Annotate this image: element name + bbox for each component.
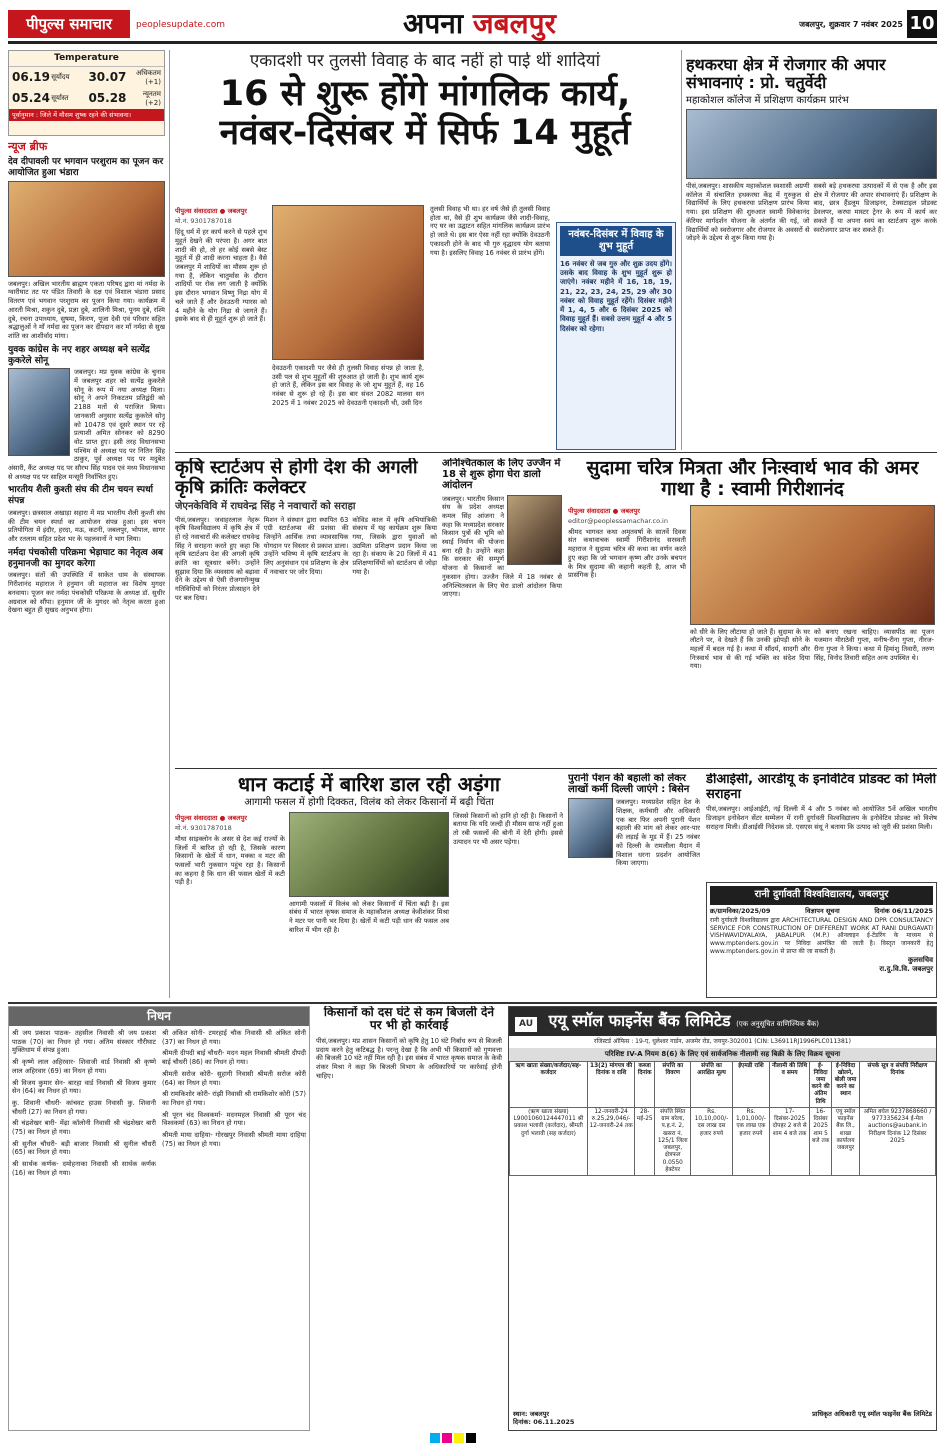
max-label: अधिकतम (+1) xyxy=(135,69,161,86)
paddy-text: जिससे किसानों को हानि हो रही है। किसानों ने बताया कि यदि जल्दी ही मौसम साफ नहीं हुआ तो रबी फसलों की बोनी में देरी होगी। इससे उत्पादन पर भी असर पड़ेगा। xyxy=(453,811,563,846)
auction-header-cell: संपत्ति का आरक्षित मूल्य xyxy=(691,1061,732,1107)
auction-row xyxy=(510,1107,936,1175)
portrait-photo xyxy=(8,368,70,456)
auction-cell: 28-मई-25 xyxy=(635,1107,655,1175)
auction-header-cell: संपत्ति का विवरण xyxy=(655,1061,691,1107)
paddy-text: मौथा साइक्लोन के असर से देश कई राज्यों के जिलों में बारिश हो रही है, जिसके कारण किसानों के खेतों में धान, मक्का व मटर की फसलों भारी नुकसान पहुंच रहा है। किसानों का कहना है कि धान की फसल खेतों में कटी पड़ी है। xyxy=(175,834,285,887)
min-temp: 05.28 xyxy=(88,91,127,106)
weather-forecast: पूर्वानुमान : जिले में मौसम शुष्क रहने की संभावना। xyxy=(9,109,164,121)
auction-header-cell: ईएमडी राशि xyxy=(732,1061,770,1107)
lead-col-1 xyxy=(175,205,267,450)
protest-text: जबलपुर। भारतीय किसान संघ के प्रदेश अध्यक्ष कमल सिंह आंजना ने कहा कि मध्यप्रदेश सरकार किसान पुत्रों की भूमि को स्थाई निर्माण की योजना बना रही है। उन्होंने कहा कि सरकार की सम्पूर्ण योजना से किसानों का नुकसान होगा। उज्जैन जिले में 18 नवंबर से अनिश्चितकाल के लिए घेरा डालो आंदोलन किया जाएगा। xyxy=(442,494,562,599)
portrait-photo xyxy=(507,495,562,565)
auction-header-cell: कब्जा दिनांक xyxy=(635,1061,655,1107)
sudama-headline[interactable]: सुदामा चरित्र मित्रता और निःस्वार्थ भाव की अमर गाथा है : स्वामी गिरीशानंद xyxy=(586,458,919,501)
agri-story xyxy=(175,458,437,764)
handloom-headline[interactable]: हथकरघा क्षेत्र में रोजगार की अपार संभावनाएं : प्रो. चतुर्वेदी xyxy=(686,56,886,92)
row-divider xyxy=(8,1002,937,1004)
wedding-box-title: नवंबर-दिसंबर में विवाह के शुभ मुहूर्त xyxy=(560,226,672,256)
obituary-entry: श्री चंद्रशेखर बारी- मेंढ़ा कॉलोनी निवासी श्री चंद्रशेखर बारी (75) का निधन हो गया। xyxy=(12,1119,156,1137)
obituary-col-1 xyxy=(12,1029,156,1181)
portrait-photo xyxy=(568,798,613,858)
bank-ad xyxy=(508,1006,937,1431)
sudama-story xyxy=(568,458,937,764)
brief-headline[interactable]: देव दीपावली पर भगवान परशुराम का पूजन कर आयोजित हुआ भंडारा xyxy=(8,157,164,178)
wedding-dates-box xyxy=(556,222,676,450)
lead-text: तुलसी विवाह भी था। हर वर्ष जैसे ही तुलसी विवाह होता था, वैसे ही शुभ कार्यक्रम जैसे शादी-विवाह, नए घर का उद्घाटन सहित मांगलिक कार्यक्रम प्रारंभ हो जाते थे। इस बार ऐसा नहीं रहा क्योंकि देवउठनी एकादशी होने के बाद भी गुरु वृद्धादय योग बताया गया है। इसलिए विवाह 16 नवंबर से प्रारंभ होंगे। xyxy=(430,205,550,257)
lead-headline-2[interactable]: नवंबर-दिसंबर में सिर्फ 14 मुहूर्त xyxy=(219,113,631,154)
diic-text: पीसं,जबलपुर। आईआईटी, नई दिल्ली में 4 और 5 नवंबर को आयोजित 5वें अखिल भारतीय डिजाइन इनोवेशन सेंटर सम्मेलन में रानी दुर्गावती विश्वविद्यालय के इनोवेटिव प्रोडक्ट को विशेष सराहना मिली। डीआईसी निदेशक प्रो. एसएस संधू ने बताया कि उत्पाद को जूरी की प्रशंसा मिली। xyxy=(706,805,937,831)
obituary-entry: श्री अंकित सोनी- टमरहाई चौक निवासी श्री अंकित सोनी (37) का निधन हो गया। xyxy=(162,1029,306,1046)
wedding-photo xyxy=(272,205,424,360)
farmers-headline[interactable]: किसानों को दस घंटे से कम बिजली देने पर भी हो कार्रवाई xyxy=(323,1006,495,1033)
bank-title: एयू स्मॉल फाइनेंस बैंक लिमिटेड xyxy=(548,1011,731,1030)
agri-text: कोविड काल में कृषि अभियांत्रिकी संकाय में यह कार्यक्रम शुरू किया गया, जिसके द्वारा युवाओं को उद्यमिता प्रशिक्षण प्रदान किया जा रहा है। संकाय के 20 जिलों में 41 प्रशिक्षणार्थियों को स्टार्टअप से जोड़ा गया है। xyxy=(352,515,437,576)
rdvv-ref: क्र/ग्रामविका/2025/09 xyxy=(710,906,771,915)
obituary-entry: श्री जय प्रकाश पाठक- तहसील निवासी श्री जय प्रकाश पाठक (70) का निधन हो गया। अंतिम संस्कार गौरीघाट मुक्तिधाम में संपन्न हुआ। xyxy=(12,1029,156,1055)
sunset-row xyxy=(9,88,164,109)
website-url[interactable]: peoplesupdate.com xyxy=(136,20,225,30)
wedding-box-text: 16 नवंबर से जब गुरु और शुक्र उदय होंगे। उसके बाद विवाह के शुभ मुहूर्त शुरू हो जाएंगे। नवंबर महीने में 16, 18, 19, 21, 22, 23, 24, 25, 29 और 30 नवंबर को विवाह मुहूर्त रहेंगे। दिसंबर महीने में 1, 4, 5 और 6 दिसंबर 2025 को विवाह मुहूर्त हैं। सबसे उत्तम मुहूर्त 4 और 5 दिसंबर को रहेगा। xyxy=(560,260,672,333)
sunset-label: सूर्यास्त xyxy=(51,94,69,103)
temperature-box xyxy=(8,50,165,136)
auction-cell: 16-दिसंबर 2025 शाम 5 बजे तक xyxy=(810,1107,832,1175)
paddy-photo xyxy=(289,812,449,897)
registration-mark xyxy=(430,1433,440,1443)
max-temp: 30.07 xyxy=(88,70,127,85)
auction-header-cell: ई-निविदा खोलने, बोली जमा करने का स्थान xyxy=(832,1061,860,1107)
brief-text: जबलपुर। संतों की उपस्थिति में साकेत धाम के संस्थापक गिरीशानंद महाराज ने हनुमान जी महाराज का विशेष मुगदर बनवाया। पूजन कर नर्मदा पंचकोसी परिक्रमा के अध्यक्ष डॉ. सुधीर अग्रवाल को सौंपा। हनुमान जी के मुगदर को नेतृत्व करता हुआ देखना बहुत ही सुखद अनुभव होगा। xyxy=(8,571,165,615)
auction-table xyxy=(509,1061,936,1177)
rdvv-date: दिनांक 06/11/2025 xyxy=(874,906,933,915)
bank-subtitle: (एक अनुसूचित वाणिज्यिक बैंक) xyxy=(736,1020,819,1028)
protest-headline[interactable]: अनिश्चितकाल के लिए उज्जैन में 18 से शुरू होगा घेरा डालो आंदोलन xyxy=(442,458,561,492)
dateline: जबलपुर, शुक्रवार 7 नवंबर 2025 xyxy=(799,20,903,29)
diic-headline[interactable]: डीआईसी, आरडीयू के इनोवेटिव प्रोडक्ट को मिली सराहना xyxy=(706,773,937,802)
bank-footer-sign: प्राधिकृत अधिकारी एयू स्मॉल फाइनेंस बैंक लिमिटेड xyxy=(812,1409,932,1418)
temperature-title: Temperature xyxy=(9,51,164,67)
bank-notice-title: परिशिष्ट IV-A नियम 8(6) के लिए एवं सार्वजनिक नीलामी सह बिक्री के लिए विक्रय सूचना xyxy=(509,1048,936,1061)
obituary-entry: श्री रामकिशोर कोरी- रांझी निवासी श्री रामकिशोर कोरी (57) का निधन हो गया। xyxy=(162,1090,306,1107)
brief-text: जबलपुर। छत्रसाल अखाड़ा सहारा में मप्र भारतीय शैली कुश्ती संघ की टीम चयन स्पर्धा का आयोजन संपन्न हुआ। इस चयन प्रतियोगिता में इंदौर, हरदा, मऊ, कटनी, जबलपुर, भोपाल, सागर और रतलाम सहित प्रदेश भर के पहलवानों ने भाग लिया। xyxy=(8,509,165,544)
obituary-entry: श्री सार्थक कर्णक- दमोहनाका निवासी श्री सार्थक कर्णक (16) का निधन हो गया। xyxy=(12,1160,156,1177)
obituary-entry: श्रीमती माया दाहिया- गोरखपुर निवासी श्रीमती माया दाहिया (75) का निधन हो गया। xyxy=(162,1131,306,1148)
brief-headline[interactable]: नर्मदा पंचकोसी परिक्रमा भेड़ाघाट का नेतृत्व अब हनुमानजी का मुगदर करेगा xyxy=(8,547,163,569)
section-title-a: अपना xyxy=(403,7,464,40)
min-label: न्यूनतम (+2) xyxy=(142,90,161,107)
auction-header-cell: संपर्क सूत्र व संपत्ति निरीक्षण दिनांक xyxy=(859,1061,935,1107)
auction-cell: Rs. 10,10,000/- दस लाख दस हजार रुपये xyxy=(691,1107,732,1175)
lead-col-3 xyxy=(430,205,550,450)
handloom-subhead: महाकोशल कॉलेज में प्रशिक्षण कार्यक्रम प्रारंभ xyxy=(686,94,849,106)
obituary-entry: श्री कृष्णे लाल अहिरवार- शिवाजी वार्ड निवासी श्री कृष्णे लाल अहिरवार (69) का निधन हो गया। xyxy=(12,1058,156,1075)
obituary-entry: कु. शिवानी चौधरी- कांचवट हाउस निवासी कु. शिवानी चौधरी (27) का निधन हो गया। xyxy=(12,1098,156,1116)
auction-header-cell: नीलामी की तिथि व समय xyxy=(770,1061,810,1107)
paddy-mobile: मो.नं. 9301787018 xyxy=(175,823,232,832)
auction-cell: अमित बघेल 9237868660 / 9773356234 ई-मेल auctions@aubank.in निरीक्षण दिनांक 12 दिसंबर 2025 xyxy=(859,1107,935,1175)
brief-text: जबलपुर। अखिल भारतीय ब्राह्मण एकता परिषद द्वारा मां नर्मदा के ग्वारीघाट तट पर पंडित तिवारी के दक्ष एवं विशाल भंडारा प्रसाद वितरण एवं भगवान परशुराम का पूजन किया गया। कार्यक्रम में आरती मिश्रा, शकुन दुबे, प्रज्ञा दुबे, शालिनी मिश्रा, पूनम दुबे, रश्मि दुबे, रचना उपाध्याय, सुषमा, किरण, पूजा देवी एवं परिवार सहित श्रद्धालुओं ने माँ नर्मदा का पूजन कर दीपदान कर माँ नर्मदा से सुख शांति का आशीर्वाद मांगा। xyxy=(8,279,165,340)
lead-byline: पीपुल्स संवाददाता ● जबलपुर xyxy=(175,207,247,215)
bank-title-bar xyxy=(509,1007,936,1036)
sudama-text: को बनाए रखना चाहिए। व्यासपीठ का पूजन यजमान मीराठेवी गुप्ता, मनीष-रीना गुप्ता, नीरज-रीना गुप्ता ने किया। कथा में हिमांशु तिवारी, तरुण सिंह, विनोद तिवारी सहित अन्य उपस्थित थे। xyxy=(814,627,934,662)
auction-cell: 12-जनवरी-24 रु.25,29,046/- 12-जनवरी-24 तक xyxy=(587,1107,635,1175)
sudama-byline: पीपुल्स संवाददाता ● जबलपुर xyxy=(568,506,640,515)
row-divider xyxy=(175,768,937,769)
obituary-entry: श्रीमती दीपदी बाई चौधरी- मदन महल निवासी श्रीमती दीपदी बाई चौधरी (86) का निधन हो गया। xyxy=(162,1049,306,1067)
sunset-time: 05.24 xyxy=(12,91,50,106)
auction-cell: एयू स्मॉल फाइनेंस बैंक लि., शाखा कार्यालय जबलपुर xyxy=(832,1107,860,1175)
registration-mark xyxy=(466,1433,476,1443)
column-divider xyxy=(169,50,170,998)
paddy-subhead: आगामी फसल में होगी दिक्कत, विलंब को लेकर किसानों में बढ़ी चिंता xyxy=(244,797,494,809)
rdvv-text: रानी दुर्गावती विश्वविद्यालय द्वारा ARCHITECTURAL DESIGN AND DPR CONSULTANCY SERVICE FOR CONSTRUCTION OF DIFFERENT WORK AT RANI DURGAVATI VISHWAVIDYALAYA, JABALPUR (M.P.) ऑनलाइन ई-टेंडरिंग के माध्यम से www.mptenders.gov.in पर निविदा आमंत्रित की जाती है। विस्तृत जानकारी हेतु www.mptenders.gov.in से प्राप्त की जा सकती है। xyxy=(710,916,933,956)
sudama-email[interactable]: editor@peoplessamachar.co.in xyxy=(568,516,668,525)
obituary-title: निधन xyxy=(9,1007,309,1026)
handloom-story xyxy=(686,56,937,451)
auction-header-cell: ऋण खाता संख्या/कर्जदार/सह-कर्जदार xyxy=(510,1061,588,1107)
registration-mark xyxy=(442,1433,452,1443)
sunrise-time: 06.19 xyxy=(12,70,50,85)
section-title xyxy=(403,8,556,40)
sudama-text: को धीरे के लिए लौटाया हो जाते हैं। सुदामा के घर लौटने पर, वे देखते हैं कि उनकी झोपड़ी सोने के महलों में बदल गई है। कथा में सौंदर्य, सादगी और निःस्वार्थ भाव से की गई भक्ति का संदेश दिया गया। xyxy=(690,627,810,671)
agri-text: मिशन ने संस्थान द्वारा स्थापित 63 एग्री स्टार्टअप्स की प्रशंसा की जिन्होंने आर्थिक तथा व्यावसायिक योगदान पर विस्तार से प्रकाश डाला। उन्होंने भविष्य में कृषि स्टार्टअप के लिए अनुसंधान एवं प्रशिक्षण के क्षेत्र में नवाचार पर जोर दिया। xyxy=(263,515,349,576)
obituary-entry: श्री पूरन चंद विश्वकर्मा- मदनमहल निवासी श्री पूरन चंद विश्वकर्मा (63) का निधन हो गया। xyxy=(162,1110,306,1128)
row-divider xyxy=(175,452,937,453)
agri-subhead: जेएनकेविवि में राघवेन्द्र सिंह ने नवाचारों को सराहा xyxy=(175,501,356,513)
news-brief-column xyxy=(8,140,165,998)
lead-col-2 xyxy=(272,364,424,450)
auction-header-cell: 13(2) मांगपत्र की दिनांक व राशि xyxy=(587,1061,635,1107)
lead-text: देवउठनी एकादशी पर जैसे ही तुलसी विवाह संपन्न हो जाता है, उसी पल से शुभ मुहूर्तों की शुरुआत हो जाती है। शुभ कार्य शुरू हो जाते हैं, लेकिन इस बार विवाह के जो शुभ मुहूर्त हैं, वह 16 नवंबर से शुरू हो रहे हैं। इस बार संवत 2082 मालवा सन 2025 में 1 नवंबर 2025 को देवउठनी एकादशी थी, उसी दिन xyxy=(272,364,424,407)
page-number: 10 xyxy=(907,10,937,38)
pension-story xyxy=(568,773,700,998)
section-title-b: जबलपुर xyxy=(472,7,556,40)
rdvv-sign-1: कुलसचिव xyxy=(907,956,933,965)
registration-mark xyxy=(454,1433,464,1443)
obituary-entry: श्री सुनील चौधरी- बड़ी बाजार निवासी श्री सुनील चौधरी (65) का निधन हो गया। xyxy=(12,1139,156,1157)
lead-mobile: मो.नं. 9301787018 xyxy=(175,217,232,226)
news-brief-title: न्यूज ब्रीफ xyxy=(8,140,48,153)
paddy-headline[interactable]: धान कटाई में बारिश डाल रही अड़ंगा xyxy=(237,773,501,796)
masthead xyxy=(8,6,937,44)
handloom-text: सबसे बड़े हथकरघा उत्पादकों में से एक है और इस क्षेत्र में रोजगार की अपार संभावनाएं हैं। प्रशिक्षण के बाद, छात्र हैंडलूम डिजाइनर, टेक्सटाइल प्रोडक्ट डेवलपर, करघा मास्टर ट्रेनर के रूप में कार्य कर सकते हैं या अपना स्वयं का स्टार्टअप शुरू करके स्वरोजगार प्राप्त कर सकते हैं। xyxy=(813,182,937,234)
pension-text: जबलपुर। मध्यप्रदेश सहित देश के शिक्षक, कर्मचारी और अधिकारी एक बार फिर अपनी पुरानी पेंशन बहाली की मांग को लेकर आर-पार की लड़ाई के मूड में हैं। 25 नवंबर को दिल्ली के रामलीला मैदान में विशाल धरना प्रदर्शन आयोजित किया जाएगा। xyxy=(616,798,700,868)
lead-text: हिंदू धर्म में हर कार्य करने से पहले शुभ मुहूर्त देखने की परंपरा है। अगर बात शादी की हो, तो हर कोई सबसे बेस्ट मुहूर्त में ही शादी करना चाहता है। वैसे जबलपुर में शादियों का मौसम शुरू हो गया है, लेकिन चातुर्मास के दौरान शादियों पर रोक लग जाती है क्योंकि इस दौरान भगवान विष्णु निद्रा योग में चले जाते हैं और देवउठनी ग्यारस को 4 महीने के योग निद्रा से जागते हैं। इसके बाद से ही मुहूर्त शुरू हो जाते हैं। xyxy=(175,228,267,324)
auction-header-row xyxy=(510,1061,936,1107)
auction-cell: (ऋण खाता संख्या) L9001060124447011 श्री प्रकाश भलावी (कर्जदार), श्रीमती दुर्गा भलावी (सह कर्जदार) xyxy=(510,1107,588,1175)
rdvv-notice xyxy=(706,882,937,998)
obituary-entry: श्रीमती सरोज कोरी- सुहागी निवासी श्रीमती सरोज कोरी (64) का निधन हो गया। xyxy=(162,1069,306,1087)
sunrise-label: सूर्योदय xyxy=(51,73,70,82)
newspaper-logo[interactable]: पीपुल्स समाचार xyxy=(8,10,130,38)
auction-cell: Rs. 1,01,000/- एक लाख एक हजार रुपये xyxy=(732,1107,770,1175)
paddy-story xyxy=(175,773,563,998)
column-divider xyxy=(681,50,682,450)
brief-headline[interactable]: भारतीय शैली कुश्ती संघ की टीम चयन स्पर्धा संपन्न xyxy=(8,485,154,507)
bank-footer-place: स्थान: जबलपुर xyxy=(513,1409,549,1418)
pension-headline[interactable]: पुरानी पेंशन की बहाली को लेकर लाखों कर्मी दिल्ली जाएंगे : बिसेन xyxy=(568,773,690,796)
bank-address: रजिस्टर्ड ऑफिस : 19-ए, धुलेश्वर गार्डन, अजमेर रोड, जयपुर-302001 (CIN: L36911RJ1996PLC011381) xyxy=(594,1038,851,1046)
paddy-text: आगामी फसलों में विलंब को लेकर किसानों में चिंता बढ़ी है। इस संबंध में भारत कृषक समाज के महाकौशल अध्यक्ष केवीशंकर मिश्रा ने मटर पर पानी भर दिया है। खेतों में कटी पड़ी धान की फसल अब बारिश में भीग रही है। xyxy=(289,899,449,934)
auction-header-cell: ई-निविदा जमा करने की अंतिम तिथि xyxy=(810,1061,832,1107)
diic-story xyxy=(706,773,937,878)
rdvv-label: विज्ञापन सूचना xyxy=(805,906,840,915)
obituary-box xyxy=(8,1006,310,1431)
puja-photo xyxy=(8,181,165,277)
rdvv-sign-2: रा.दु.वि.वि. जबलपुर xyxy=(879,964,933,973)
brief-headline[interactable]: युवक कांग्रेस के नए शहर अध्यक्ष बने सत्येंद्र कुकरेले सोनू xyxy=(8,344,150,366)
katha-photo xyxy=(690,505,935,625)
obituary-entry: श्री विजय कुमार सेन- बारहा वार्ड निवासी श्री विजय कुमार सेन (64) का निधन हो गया। xyxy=(12,1078,156,1096)
agri-headline[interactable]: कृषि स्टार्टअप से होगी देश की अगली कृषि क्रांतिः कलेक्टर xyxy=(175,458,418,499)
bank-footer-date: दिनांक: 06.11.2025 xyxy=(513,1417,575,1426)
farmers-text: पीसं,जबलपुर। मप्र शासन किसानों को कृषि हेतु 10 घंटे निर्बाध रूप से बिजली प्रदाय करने हेतु कटिबद्ध है। परन्तु देखा है कि अभी भी किसानों को गुणवत्ता की बिजली 10 घंटे नहीं मिल रही है। इस संबंध में भारत कृषक समाज के केवी शंकर मिश्रा ने कहा कि बिजली विभाग के अधिकारियों पर कार्रवाई होनी चाहिए। xyxy=(316,1036,502,1080)
paddy-byline: पीपुल्स संवाददाता ● जबलपुर xyxy=(175,813,247,822)
sunrise-row xyxy=(9,67,164,88)
bank-logo-icon: AU xyxy=(515,1017,537,1032)
auction-cell: संपत्ति स्थित ग्राम बरेला, प.ह.नं. 2, खसरा नं. 125/1 जिला जबलपुर, क्षेत्रफल 0.0550 हेक्टेयर xyxy=(655,1107,691,1175)
sudama-text: श्रीमद भागवत कथा अमृतवर्षा के सातवें दिवस संत कथावाचक स्वामी गिरीशानंद सरस्वती महाराज ने सुदामा चरित्र की कथा का वर्णन करते हुए कहा कि जो भगवान कृष्ण और उनके बचपन के मित्र सुदामा की कहानी कहती है, आज भी प्रासंगिक है। xyxy=(568,527,686,580)
lead-kicker: एकादशी पर तुलसी विवाह के बाद नहीं हो पाई थीं शादियां xyxy=(249,52,601,71)
brief-text: जबलपुर। मप्र युवक कांग्रेस के चुनाव में जबलपुर शहर को सत्येंद्र कुकरेले सोनू के रूप में नया अध्यक्ष मिला। सोनू ने अपने निकटतम प्रतिद्वंदी को 2188 मतों से पराजित किया। जानकारी अनुसार सत्येंद्र कुकरेले सोनू को 10478 एवं दूसरे स्थान पर रहे प्रत्याशी अमित सोनकर को 8290 वोट प्राप्त हुए। इसी तरह विधानसभा पश्चिम से अध्यक्ष पद पर नितिन सिंह ठाकुर, पूर्व अध्यक्ष पद पर मदुबेत अंसारी, कैंट अध्यक्ष पद पर सौरभ सिंह यादव एवं मध्य विधानसभा से अध्यक्ष पद पर साहिल मन्सूरी निर्वाचित हुए। xyxy=(8,368,165,481)
handloom-text: पीसं,जबलपुर। शासकीय महाकोशल स्वशासी अग्रणी कॉलेज में संचालित हथकरघा केंद्र में गुरुकुल से विद्यार्थियों के लिए हथकरघा प्रशिक्षण प्रारंभ किया गया। इस प्रशिक्षण की शुरुआत स्वामी विवेकानंद कॅरियर मार्गदर्शन योजना के अंतर्गत की गई, जो विद्यार्थियों को स्वरोजगार और रोजगार के अवसरों से जोड़ने के उद्देश्य से शुरू किया गया है। xyxy=(686,182,810,243)
obituary-col-2 xyxy=(162,1029,306,1181)
farmers-story xyxy=(316,1006,502,1431)
rdvv-title: रानी दुर्गावती विश्वविद्यालय, जबलपुर xyxy=(710,886,933,905)
lead-headline-1[interactable]: 16 से शुरू होंगे मांगलिक कार्य, xyxy=(219,74,631,115)
agri-text: पीसं,जबलपुर। जवाहरलाल नेहरू कृषि विश्वविद्यालय में कृषि क्षेत्र में हो रहे नवाचारों की कलेक्टर राघवेन्द्र सिंह ने सराहना करते हुए कहा कि कृषि स्टार्टअप देश की अगली कृषि क्रांति का सूत्रधार बनेंगे। उन्होंने सुझाव दिया कि व्यवसाय को बढ़ावा देने के उद्देश्य से ऐसी रोजगारोन्मुख गतिविधियों को निरंतर प्रोत्साहन देने पर बल दिया। xyxy=(175,515,260,602)
handloom-photo xyxy=(686,109,937,179)
auction-cell: 17-दिसंबर-2025 दोपहर 2 बजे से शाम 4 बजे तक xyxy=(770,1107,810,1175)
protest-story xyxy=(442,458,562,764)
